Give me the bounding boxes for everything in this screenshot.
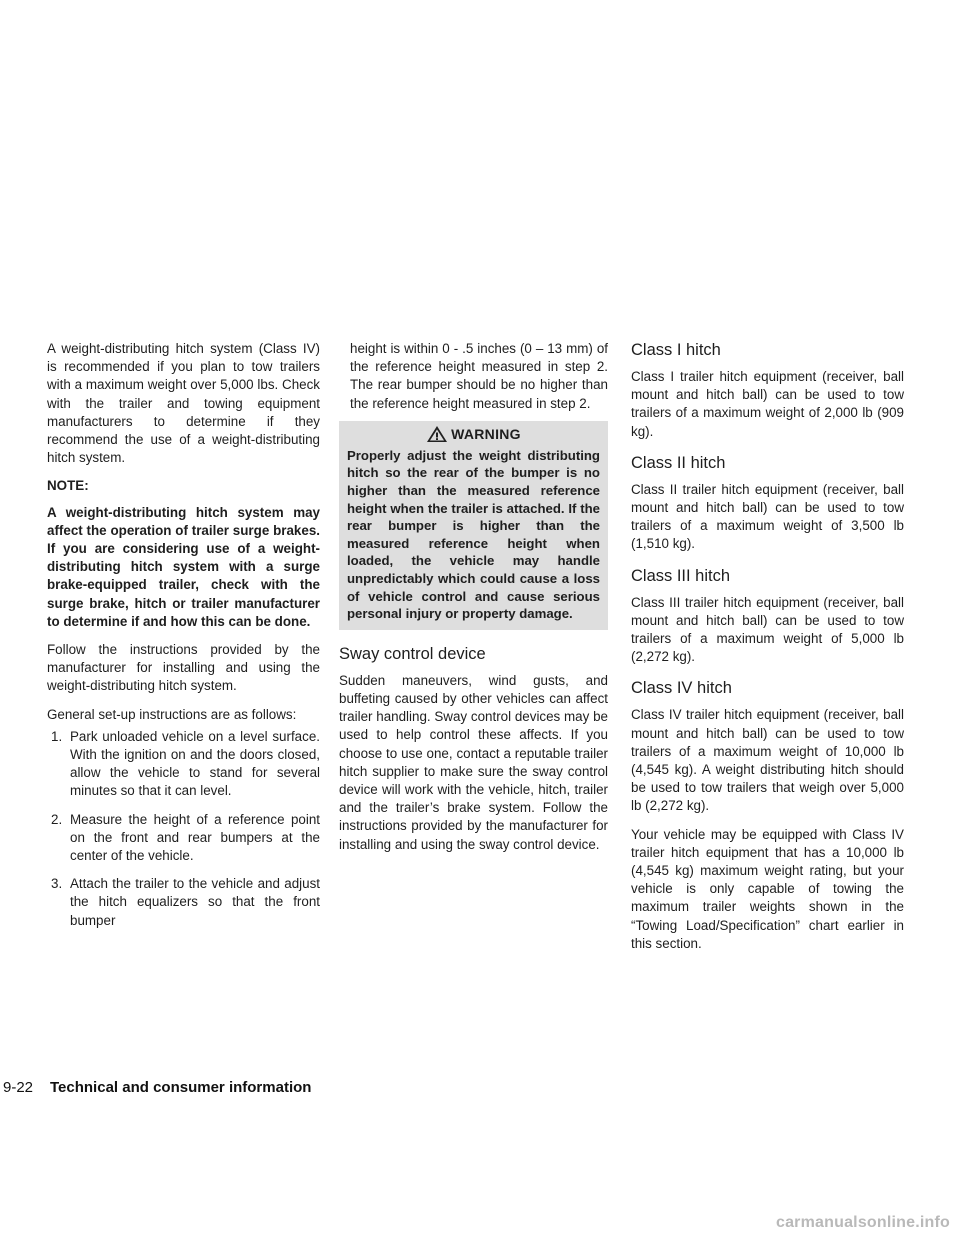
step-text: Measure the height of a reference point on the front and rear bumpers at the center of the vehicle. (70, 811, 320, 864)
intro-paragraph: A weight-distributing hitch system (Class IV) is recommended if you plan to tow trailers with a maximum weight over 5,000 lbs. Check with the trailer and towing equipment manufacturers to determine if they recommend the use of a weight-distributing hitch system. (47, 341, 320, 466)
section-title: Technical and consumer information (50, 1078, 312, 1096)
warning-box (339, 421, 608, 630)
warning-header (347, 421, 600, 447)
setup-steps-list (47, 728, 320, 930)
step-number: 1. (51, 728, 63, 744)
step-text: Park unloaded vehicle on a level surface. With the ignition on and the doors closed, allow the vehicle to stand for several minutes so that it can level. (70, 728, 320, 799)
follow-instructions-paragraph: Follow the instructions provided by the manufacturer for installing and using the weight-distributing hitch system. (47, 642, 320, 694)
step-number: 3. (51, 876, 63, 892)
step-continuation: height is within 0 - .5 inches (0 – 13 mm) of the reference height measured in step 2. The rear bumper should be no higher than the reference height measured in step 2. (350, 341, 608, 411)
class-4-heading: Class IV hitch (631, 679, 732, 698)
column-left (47, 340, 320, 930)
class-4-text: Class IV trailer hitch equipment (receiver, ball mount and hitch ball) can be used to tow trailers of a maximum weight of 10,000 lb (4,545 kg). A weight distributing hitch should be used to tow trailers that weigh over 5,000 lb (2,272 kg). (631, 707, 904, 814)
step-number: 2. (51, 811, 63, 827)
page-footer (0, 1076, 960, 1098)
class-2-text: Class II trailer hitch equipment (receiver, ball mount and hitch ball) can be used to tow trailers of a maximum weight of 3,500 lb (1,510 kg). (631, 481, 904, 552)
column-middle (339, 340, 608, 864)
class-2-heading: Class II hitch (631, 453, 726, 472)
class-1-text: Class I trailer hitch equipment (receiver, ball mount and hitch ball) can be used to tow trailers of a maximum weight of 2,000 lb (909 kg). (631, 369, 904, 439)
closing-paragraph: Your vehicle may be equipped with Class IV trailer hitch equipment that has a 10,000 lb (4,545 kg) maximum weight rating, but your vehicle is only capable of towing the maximum trailer weights shown in the “Towing Load/Specification” chart earlier in this section. (631, 826, 904, 951)
note-text: A weight-distributing hitch system may affect the operation of trailer surge brakes. If you are considering use of a weight-distributing hitch system with a surge brake-equipped trailer, check with the surge brake, hitch or trailer manufacturer to determine if and how this can be done. (47, 504, 320, 629)
note-label: NOTE: (47, 478, 89, 494)
column-right (631, 340, 904, 963)
page-number: 9-22 (3, 1078, 34, 1096)
watermark: carmanualsonline.info (775, 1214, 950, 1231)
setup-step (47, 728, 320, 801)
general-setup-paragraph: General set-up instructions are as follows: (47, 706, 297, 722)
sway-text: Sudden maneuvers, wind gusts, and buffeting caused by other vehicles can affect trailer handling. Sway control devices may be used to help control these affects. If you choose to use one, contact a reputable trailer hitch supplier to make sure the sway control device will work with the vehicle, hitch, trailer and the trailer’s brake system. Follow the instructions provided by the manufacturer for installing and using the sway control device. (339, 672, 608, 852)
class-1-heading: Class I hitch (631, 341, 721, 359)
class-3-text: Class III trailer hitch equipment (receiver, ball mount and hitch ball) can be used to tow trailers of a maximum weight of 5,000 lb (2,272 kg). (631, 594, 904, 665)
warning-triangle-icon (426, 425, 448, 443)
warning-text: Properly adjust the weight distributing hitch so the rear of the bumper is no higher than the measured reference height when the trailer is attached. If the rear bumper is higher than the measured reference height when loaded, the vehicle may handle unpredictably which could cause a loss of vehicle control and cause serious personal injury or property damage. (347, 447, 600, 622)
class-3-heading: Class III hitch (631, 566, 731, 585)
setup-step (47, 811, 320, 866)
warning-label: WARNING (451, 425, 521, 442)
setup-step (47, 875, 320, 930)
step-text: Attach the trailer to the vehicle and adjust the hitch equalizers so that the front bumper (70, 876, 320, 928)
sway-heading: Sway control device (339, 644, 486, 663)
